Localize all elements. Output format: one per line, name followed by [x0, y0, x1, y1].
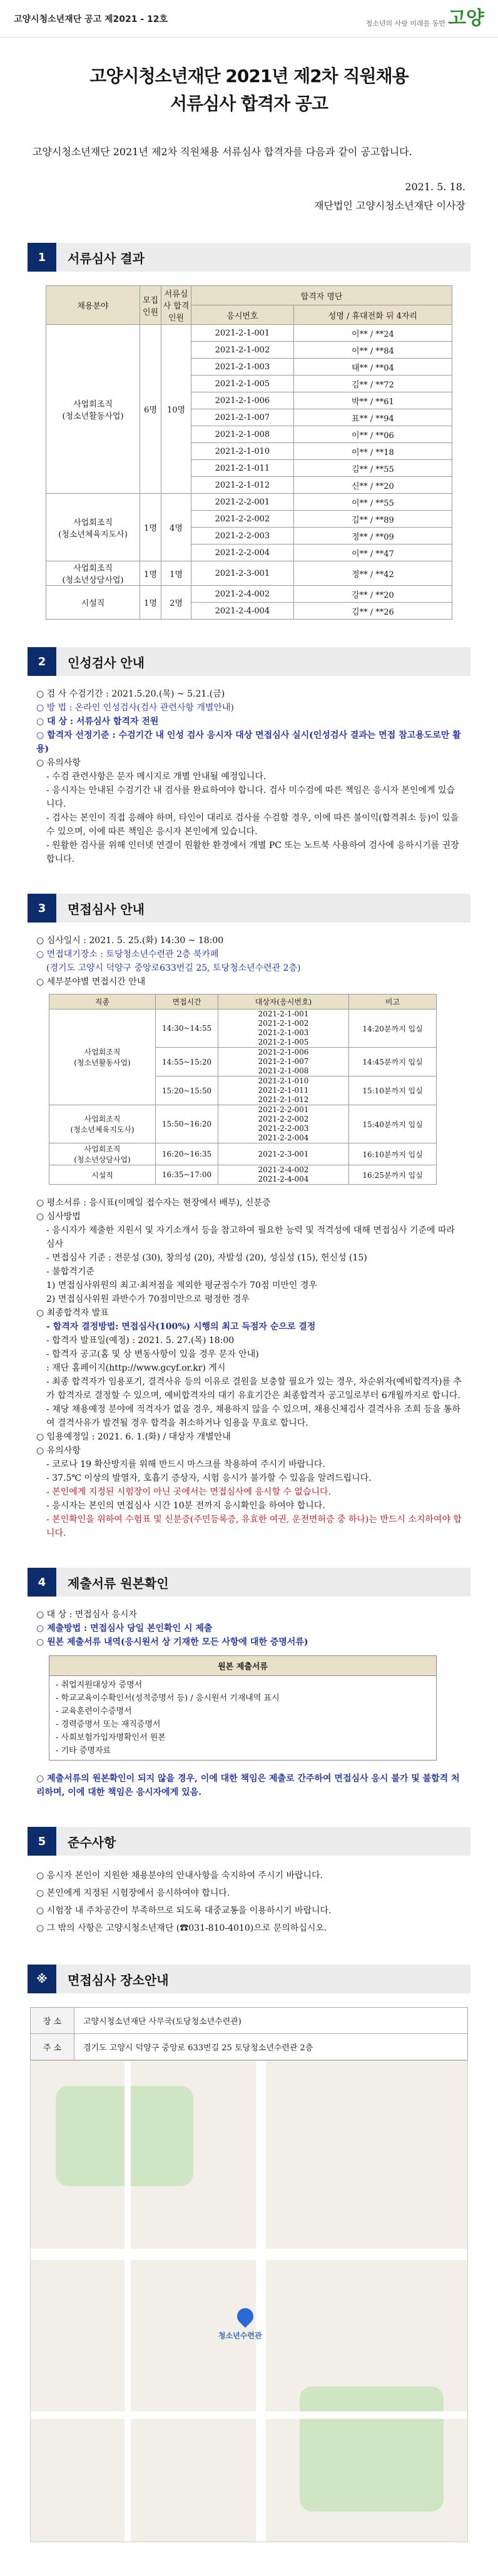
location-key: 장 소 [31, 2008, 74, 2034]
applicant-number: 2021-2-1-010 [191, 443, 294, 460]
section-label: 서류심사 결과 [68, 250, 145, 266]
rules-list [0, 1856, 498, 1937]
th-targets: 대상자(응시번호) [218, 994, 349, 1009]
section-4 [0, 1568, 498, 1799]
job-cell: 사업회조직 (청소년활동사업) [49, 1009, 156, 1105]
time-cell: 16:35~17:00 [156, 1165, 218, 1185]
applicant-name: 이** / **18 [293, 443, 452, 460]
time-cell: 15:20~15:50 [156, 1076, 218, 1105]
logo [366, 9, 484, 28]
applicant-name: 강** / **20 [293, 586, 452, 603]
target-number: 2021-2-2-004 [258, 1133, 309, 1142]
applicant-number: 2021-2-1-003 [191, 359, 294, 376]
target-number: 2021-2-1-012 [258, 1095, 309, 1104]
title-line-1: 고양시청소년재단 2021년 제2차 직원채용 [89, 66, 409, 86]
documents-box [49, 1655, 437, 1761]
table-row [46, 325, 452, 342]
result-table [46, 285, 452, 620]
section-5 [0, 1827, 498, 1937]
table-row [46, 586, 452, 603]
bullet-line: - 불합격기준 [46, 1267, 94, 1277]
bullet-line: - 검사는 본인이 직접 응해야 하며, 타인이 대리로 검사를 수검할 경우, 이에 따른 불이익(합격취소 등)이 있을 수 있으며, 이에 따른 책임은 응시자 본인에게 있습니다. [46, 813, 459, 837]
field-cell: 사업회조직 (청소년활동사업) [46, 325, 140, 494]
section-heading [28, 647, 470, 676]
target-number: 2021-2-1-007 [258, 1057, 309, 1066]
applicant-name: 정** / **42 [293, 561, 452, 586]
section-number: 3 [28, 894, 56, 923]
applicant-number: 2021-2-1-006 [191, 392, 294, 409]
th-job: 직종 [49, 994, 156, 1009]
bullet-line: - 합격자 결정방법: 면접심사(100%) 시행의 최고 득점자 순으로 결정 [46, 1322, 316, 1332]
field-cell: 사업회조직 (청소년상담사업) [46, 561, 140, 586]
section-1 [0, 243, 498, 620]
target-number: 2021-2-1-010 [258, 1076, 309, 1085]
interview-schedule-table [49, 994, 437, 1185]
bullet-line: - 응시자는 본인의 면접심사 시간 10분 전까지 응시확인을 하여야 합니다. [46, 1501, 325, 1511]
header-bar [0, 0, 498, 38]
bullet-line: - 면접심사 기준 : 전문성 (30), 창의성 (20), 자발성 (20), 성실성 (15), 헌신성 (15) [46, 1253, 367, 1263]
section-2 [0, 647, 498, 866]
th-name: 성명 / 휴대전화 뒤 4자리 [293, 305, 452, 325]
count-cell: 1명 [140, 494, 161, 561]
bullet-line: - 채당 채용예정 분야에 적격자가 없을 경우, 채용하지 않을 수 있으며, 채용신체검사 결격사유 조회 등을 통하여 결격사유가 발견될 경우 합격을 취소하거나 임용을 무효로 합니다. [46, 1404, 460, 1428]
map-road [256, 2061, 266, 2542]
time-cell: 14:55~15:20 [156, 1048, 218, 1076]
th-top: 합격자 명단 [191, 286, 452, 305]
target-number: 2021-2-1-008 [258, 1066, 309, 1075]
target-number: 2021-2-2-002 [258, 1115, 309, 1123]
interview-info [0, 923, 498, 989]
target-number: 2021-2-2-003 [258, 1124, 309, 1133]
bullet-line: - 코로나 19 확산방지를 위해 반드시 마스크를 착용하여 주시기 바랍니다. [46, 1459, 325, 1469]
applicant-number: 2021-2-1-002 [191, 342, 294, 359]
bullet-line: - 37.5℃ 이상의 발열자, 호흡기 증상자, 시험 응시가 불가할 수 있음을 알려드립니다. [46, 1473, 372, 1483]
map-road [31, 2249, 468, 2260]
bullet-line: - 응시자가 제출한 지원서 및 자기소개서 등을 참고하여 필요한 능력 및 적격성에 대해 면접심사 기준에 따라 심사 [46, 1225, 455, 1249]
map-pin-label: 청소년수련관 [218, 2331, 262, 2340]
targets-cell [218, 1048, 349, 1076]
documents-box-header: 원본 제출서류 [49, 1656, 436, 1676]
applicant-number: 2021-2-1-012 [191, 477, 294, 494]
target-number: 2021-2-3-001 [258, 1149, 309, 1158]
schedule-row [49, 1165, 437, 1185]
warning-text: ○ 제출서류의 원본확인이 되지 않을 경우, 이에 대한 책임은 제출로 간주하여 면접심사 응시 불가 및 불합격 처리하며, 이에 대한 책임은 응시자에게 있음. [36, 1774, 460, 1797]
schedule-row [49, 1105, 437, 1143]
pass-cell: 10명 [161, 325, 191, 494]
location-table [30, 2007, 468, 2060]
map-road [31, 2411, 468, 2419]
map-park [300, 2386, 444, 2512]
bullet-line: - 본인에게 지정된 시험장이 아닌 곳에서는 면접심사에 응시할 수 없습니다. [46, 1487, 331, 1497]
section-number: ※ [28, 1965, 56, 1993]
bullet-line: : 재단 홈페이지(http://www.gcyf.or.kr) 게시 [46, 1363, 226, 1373]
applicant-number: 2021-2-3-001 [191, 561, 294, 586]
bullet-line: ○ 임용예정일 : 2021. 6. 1.(화) / 대상자 개별안내 [36, 1432, 231, 1442]
th-note: 비고 [349, 994, 437, 1009]
bullet-line: ○ 응시자 본인이 지원한 채용분야의 안내사항을 숙지하여 주시기 바랍니다. [36, 1871, 323, 1881]
schedule-row [49, 1143, 437, 1165]
documents-info [0, 1597, 498, 1649]
applicant-number: 2021-2-2-001 [191, 494, 294, 511]
target-number: 2021-2-1-003 [258, 1028, 309, 1037]
th-count: 모집인원 [140, 286, 161, 325]
applicant-number: 2021-2-2-004 [191, 544, 294, 561]
time-cell: 15:50~16:20 [156, 1105, 218, 1143]
bullet-line: - 합격자 발표일(예정) : 2021. 5. 27.(목) 18:00 [46, 1336, 235, 1346]
intro-text: 고양시청소년재단 2021년 제2차 직원채용 서류심사 합격자를 다음과 같이 공고합니다. [33, 146, 412, 158]
section-label: 면접심사 장소안내 [68, 1972, 169, 1988]
section-3 [0, 894, 498, 1540]
section-number: 1 [28, 243, 56, 272]
bullet-line: ○ 유의사항 [36, 758, 81, 768]
count-cell: 1명 [140, 586, 161, 620]
signer: 재단법인 고양시청소년재단 이사장 [313, 200, 465, 212]
bullet-line: ○ 심사방법 [36, 1212, 81, 1222]
note-cell: 16:10분까지 입실 [349, 1143, 437, 1165]
bullet-line: ○ 검 사 수검기간 : 2021.5.20.(목) ~ 5.21.(금) [36, 689, 225, 699]
notice-number: 고양시청소년재단 공고 제2021 - 12호 [14, 14, 168, 24]
applicant-number: 2021-2-1-011 [191, 460, 294, 477]
applicant-name: 이** / **06 [293, 426, 452, 443]
bullet-line: ○ 본인에게 지정된 시험장에서 응시하여야 합니다. [36, 1888, 230, 1898]
documents-warning [0, 1761, 498, 1799]
applicant-name: 김** / **72 [293, 376, 452, 392]
applicant-name: 표** / **94 [293, 409, 452, 426]
pass-cell: 1명 [161, 561, 191, 586]
document-item: - 교육훈련이수증명서 [56, 1707, 132, 1716]
bullet-line: ○ 유의사항 [36, 1446, 81, 1456]
section-label: 인성검사 안내 [68, 655, 145, 670]
job-cell: 사업회조직 (청소년체육지도사) [49, 1105, 156, 1143]
bullet-line: 2) 면접심사위원 과반수가 70점미만으로 평정한 경우 [46, 1294, 250, 1304]
section-label: 제출서류 원본확인 [68, 1575, 169, 1591]
logo-slogan: 청소년의 사랑 미래를 동반 [365, 19, 446, 28]
applicant-number: 2021-2-2-002 [191, 511, 294, 528]
applicant-number: 2021-2-1-007 [191, 409, 294, 426]
note-cell: 15:10분까지 입실 [349, 1076, 437, 1105]
bullet-line: ○ 면접대기장소 : 토당청소년수련관 2층 북카페 [36, 949, 219, 959]
th-pass: 서류심사 합격인원 [161, 286, 191, 325]
targets-cell [218, 1143, 349, 1165]
time-cell: 14:30~14:55 [156, 1009, 218, 1048]
interview-details [0, 1185, 498, 1540]
applicant-name: 김** / **26 [293, 603, 452, 620]
target-number: 2021-2-1-001 [258, 1009, 309, 1018]
title-line-2: 서류심사 합격자 공고 [170, 93, 328, 114]
bullet-line: ○ 합격자 선정기준 : 수검기간 내 인성 검사 응시자 대상 면접심사 실시(인성검사 결과는 면접 참고용도로만 활용) [36, 730, 461, 754]
th-time: 면접시간 [156, 994, 218, 1009]
bullet-line: - 원활한 검사를 위해 인터넷 연결이 원활한 환경에서 개별 PC 또는 노트북 사용하여 검사에 응하시기를 권장합니다. [46, 841, 459, 864]
applicant-name: 태** / **04 [293, 359, 452, 376]
applicant-name: 이** / **84 [293, 342, 452, 359]
section-heading [28, 1965, 470, 1993]
targets-cell [218, 1009, 349, 1048]
section-heading [28, 243, 470, 272]
bullet-line: ○ 제출방법 : 면접심사 당일 본인확인 시 제출 [36, 1623, 213, 1633]
map-road [124, 2061, 131, 2542]
applicant-name: 이** / **55 [293, 494, 452, 511]
document-item: - 경력증명서 또는 재직증명서 [56, 1720, 161, 1729]
applicant-number: 2021-2-4-002 [191, 586, 294, 603]
applicant-name: 정** / **09 [293, 528, 452, 544]
document-item: - 기타 증명자료 [56, 1746, 111, 1756]
bullet-line: ○ 대 상 : 서류심사 합격자 전원 [36, 717, 159, 727]
section-number: 5 [28, 1827, 56, 1856]
document-item: - 취업지원대상자 증명서 [56, 1680, 143, 1690]
applicant-number: 2021-2-2-003 [191, 528, 294, 544]
targets-cell [218, 1076, 349, 1105]
applicant-number: 2021-2-1-001 [191, 325, 294, 342]
table-row [46, 494, 452, 511]
location-value: 고양시청소년재단 사무국(토당청소년수련관) [74, 2008, 468, 2034]
schedule-row [49, 1009, 437, 1048]
count-cell: 1명 [140, 561, 161, 586]
bullet-line: (경기도 고양시 덕양구 중앙로633번길 25, 토당청소년수련관 2층) [46, 963, 301, 973]
applicant-name: 이** / **24 [293, 325, 452, 342]
section-number: 2 [28, 647, 56, 676]
address-key: 주 소 [31, 2034, 74, 2060]
address-value: 경기도 고양시 덕양구 중앙로 633번길 25 토당청소년수련관 2층 [74, 2034, 468, 2060]
bullet-line: 1) 면접심사위원의 최고·최저점을 제외한 평균점수가 70점 미만인 경우 [46, 1280, 317, 1291]
th-field: 채용분야 [46, 286, 140, 325]
target-number: 2021-2-1-002 [258, 1019, 309, 1028]
section-number: 4 [28, 1568, 56, 1597]
applicant-name: 신** / **20 [293, 477, 452, 494]
bullet-line: ○ 시험장 내 주차공간이 부족하므로 되도록 대중교통을 이용하시기 바랍니다. [36, 1906, 332, 1916]
applicant-number: 2021-2-1-005 [191, 376, 294, 392]
targets-cell [218, 1105, 349, 1143]
applicant-name: 박** / **61 [293, 392, 452, 409]
note-cell: 14:20분까지 입실 [349, 1009, 437, 1048]
section-label: 면접심사 안내 [68, 901, 145, 917]
bullet-line: - 합격자 공고(홈 및 상 변동사항이 있을 경우 문자 안내) [46, 1349, 259, 1359]
bullet-line: - 본인확인을 위하여 수험표 및 신분증(주민등록증, 유효한 여권, 운전면허증 중 하나)는 반드시 소지하여야 합니다. [46, 1515, 462, 1538]
count-cell: 6명 [140, 325, 161, 494]
bullet-line: ○ 그 밖의 사항은 고양시청소년재단 (☎031-810-4010)으로 문의하십시오. [36, 1923, 327, 1933]
location-map[interactable] [30, 2060, 468, 2542]
applicant-name: 김** / **55 [293, 460, 452, 477]
applicant-number: 2021-2-4-004 [191, 603, 294, 620]
pass-cell: 2명 [161, 586, 191, 620]
target-number: 2021-2-1-011 [258, 1086, 309, 1095]
target-number: 2021-2-4-004 [258, 1175, 309, 1183]
section-heading [28, 1568, 470, 1597]
bullet-line: ○ 최종합격자 발표 [36, 1308, 109, 1318]
section-heading [28, 894, 470, 923]
th-no: 응시번호 [191, 305, 294, 325]
target-number: 2021-2-2-001 [258, 1105, 309, 1114]
logo-brand: 고양 [448, 7, 484, 29]
job-cell: 시설직 [49, 1165, 156, 1185]
target-number: 2021-2-1-005 [258, 1038, 309, 1046]
note-cell: 14:45분까지 입실 [349, 1048, 437, 1076]
notice-date: 2021. 5. 18. [405, 181, 465, 193]
applicant-name: 이** / **47 [293, 544, 452, 561]
target-number: 2021-2-4-002 [258, 1165, 309, 1174]
bullet-line: - 최종 합격자가 임용포기, 결격사유 등의 이유로 결원을 보충할 필요가 있는 경우, 차순위자(예비합격자)를 추가 합격자로 결정할 수 있으며, 예비합격자의 대기 유효기간은 최종합격자 공고일로부터 6개월까지로 합니다. [46, 1377, 462, 1401]
bullet-line: - 수검 관련사항은 문자 메시지로 개별 안내될 예정입니다. [46, 772, 267, 782]
bullet-line: ○ 세부분야별 면접시간 안내 [36, 977, 146, 987]
targets-cell [218, 1165, 349, 1185]
bullet-line: ○ 대 상 : 면접심사 응시자 [36, 1610, 137, 1620]
job-cell: 사업회조직 (청소년상담사업) [49, 1143, 156, 1165]
bullet-line: ○ 방 법 : 온라인 인성검사(검사 관련사항 개별안내) [36, 703, 234, 713]
time-cell: 16:20~16:35 [156, 1143, 218, 1165]
applicant-number: 2021-2-1-008 [191, 426, 294, 443]
section-label: 준수사항 [68, 1834, 116, 1850]
signature-block [0, 178, 498, 215]
bullet-line: ○ 심사일시 : 2021. 5. 25.(화) 14:30 ~ 18:00 [36, 936, 224, 946]
field-cell: 사업회조직 (청소년체육지도사) [46, 494, 140, 561]
section-heading [28, 1827, 470, 1856]
bullet-line: ○ 평소서류 : 응시표(이메일 접수자는 현장에서 배부), 신분증 [36, 1198, 271, 1208]
map-pin-icon [234, 2305, 257, 2328]
section-location [0, 1965, 498, 2542]
bullet-line: ○ 원본 제출서류 내역(응시원서 상 기재한 모든 사항에 대한 증명서류) [36, 1637, 308, 1647]
note-cell: 16:25분까지 입실 [349, 1165, 437, 1185]
bullet-line: - 응시자는 안내된 수검기간 내 검사를 완료하여야 합니다. 검사 미수검에 따른 책임은 응시자 본인에게 있습니다. [46, 785, 455, 809]
pass-cell: 4명 [161, 494, 191, 561]
personality-test-info [0, 676, 498, 866]
field-cell: 시설직 [46, 586, 140, 620]
applicant-name: 김** / **89 [293, 511, 452, 528]
target-number: 2021-2-1-006 [258, 1048, 309, 1056]
document-item: - 학교교육이수확인서(성적증명서 등) / 응시원서 기재내역 표시 [56, 1694, 280, 1703]
page-title [0, 63, 498, 118]
table-row [46, 561, 452, 586]
document-item: - 사회보험가입자명확인서 원본 [56, 1733, 166, 1742]
note-cell: 15:40분까지 입실 [349, 1105, 437, 1143]
